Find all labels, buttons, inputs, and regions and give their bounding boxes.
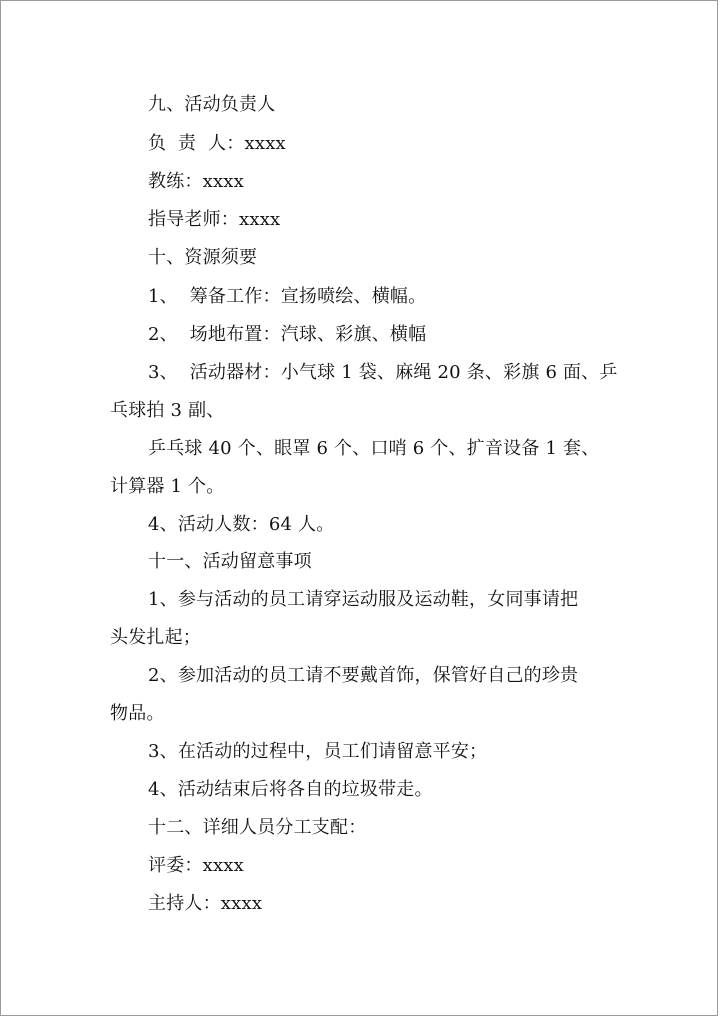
resource-item-3-cont: 乓球拍 3 副、 [110, 400, 225, 421]
notice-item-2: 2、参加活动的员工请不要戴首饰，保管好自己的珍贵 [148, 665, 579, 686]
resource-item-3-cont-3: 计算器 1 个。 [110, 476, 225, 497]
advisor-line: 指导老师：xxxx [148, 209, 281, 230]
participant-count-line: 4、活动人数：64 人。 [148, 514, 335, 535]
notice-item-3: 3、在活动的过程中，员工们请留意平安； [148, 741, 488, 762]
resource-item-3-cont-2: 乒乓球 40 个、眼罩 6 个、口哨 6 个、扩音设备 1 套、 [148, 438, 600, 459]
resource-item-2: 2、 场地布置：汽球、彩旗、横幅 [148, 324, 427, 345]
coach-line: 教练：xxxx [148, 171, 245, 192]
section-heading-10: 十、资源须要 [148, 247, 258, 268]
section-heading-12: 十二、详细人员分工支配： [148, 817, 367, 838]
judges-line: 评委：xxxx [148, 855, 245, 876]
host-line: 主持人：xxxx [148, 893, 263, 914]
section-heading-9: 九、活动负责人 [148, 94, 276, 115]
resource-item-1: 1、 筹备工作：宣扬喷绘、横幅。 [148, 286, 427, 307]
section-heading-11: 十一、活动留意事项 [148, 551, 312, 572]
resource-item-3: 3、 活动器材：小气球 1 袋、麻绳 20 条、彩旗 6 面、乒 [148, 362, 618, 383]
notice-item-4: 4、活动结束后将各自的垃圾带走。 [148, 779, 433, 800]
notice-item-1-cont: 头发扎起； [110, 627, 201, 648]
notice-item-1: 1、参与活动的员工请穿运动服及运动鞋，女同事请把 [148, 589, 579, 610]
person-in-charge-line: 负 责 人：xxxx [148, 133, 286, 154]
notice-item-2-cont: 物品。 [110, 703, 165, 724]
